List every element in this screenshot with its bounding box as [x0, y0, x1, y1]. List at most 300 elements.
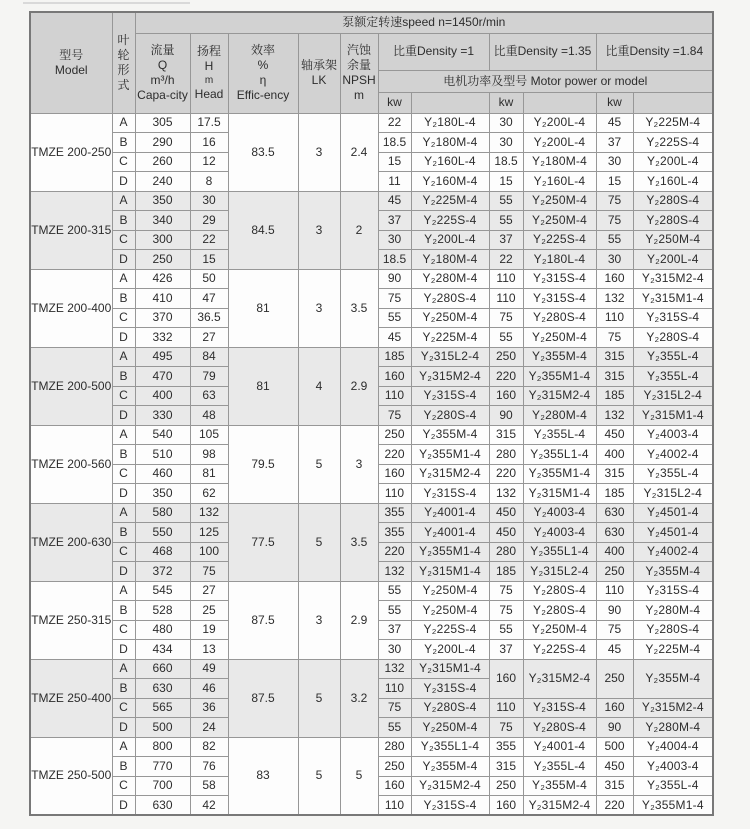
impeller-type-cell: D [112, 172, 135, 192]
flow-cell: 410 [135, 289, 190, 309]
motor-kw-cell: 220 [489, 367, 523, 387]
motor-model-cell: Y₂180M-4 [411, 250, 489, 270]
flow-cell: 372 [135, 562, 190, 582]
motor-model-cell: Y₂4003-4 [523, 523, 596, 543]
motor-kw-cell: 45 [596, 640, 633, 660]
motor-kw-cell: 450 [596, 757, 633, 777]
motor-kw-cell: 55 [489, 328, 523, 348]
header-rated-speed: 泵额定转速speed n=1450r/min [135, 12, 713, 33]
motor-kw-cell: 220 [489, 464, 523, 484]
npsh-cell: 2.9 [340, 581, 378, 659]
header-motor-power: 电机功率及型号 Motor power or model [378, 70, 713, 92]
motor-kw-cell: 220 [378, 542, 411, 562]
head-cell: 36.5 [190, 308, 228, 328]
head-cell: 58 [190, 776, 228, 796]
table-row [30, 113, 713, 133]
motor-kw-cell: 220 [378, 445, 411, 465]
motor-kw-cell: 30 [378, 230, 411, 250]
motor-model-cell: Y₂355M-4 [523, 776, 596, 796]
model-cell: TMZE 200-400 [30, 269, 112, 347]
impeller-type-cell: A [112, 113, 135, 133]
head-cell: 19 [190, 620, 228, 640]
motor-model-cell: Y₂280S-4 [411, 406, 489, 426]
efficiency-cell: 79.5 [228, 425, 298, 503]
motor-model-cell: Y₂4003-4 [633, 425, 713, 445]
header-model-en: Model [54, 62, 88, 77]
head-cell: 82 [190, 737, 228, 757]
impeller-type-cell: C [112, 152, 135, 172]
model-cell: TMZE 200-250 [30, 113, 112, 191]
motor-kw-cell: 37 [489, 640, 523, 660]
impeller-type-cell: A [112, 425, 135, 445]
flow-cell: 350 [135, 484, 190, 504]
flow-cell: 260 [135, 152, 190, 172]
motor-kw-cell: 55 [378, 601, 411, 621]
table-row [30, 581, 713, 601]
header-efficiency: 效率 % η Effic-ency [228, 33, 298, 113]
npsh-cell: 3.2 [340, 659, 378, 737]
impeller-type-cell: B [112, 211, 135, 231]
header-impeller-form: 叶 轮 形 式 [112, 12, 135, 113]
head-cell: 47 [190, 289, 228, 309]
bearing-cell: 5 [298, 425, 340, 503]
head-cell: 15 [190, 250, 228, 270]
motor-model-cell: Y₂315M1-4 [411, 562, 489, 582]
motor-kw-cell: 132 [378, 659, 411, 679]
motor-kw-cell: 37 [596, 133, 633, 153]
head-cell: 24 [190, 718, 228, 738]
motor-kw-cell: 185 [378, 347, 411, 367]
motor-model-cell: Y₂200L-4 [633, 152, 713, 172]
motor-model-cell: Y₂250M-4 [411, 308, 489, 328]
motor-model-cell: Y₂280S-4 [633, 191, 713, 211]
motor-model-cell: Y₂315M2-4 [523, 796, 596, 816]
flow-cell: 550 [135, 523, 190, 543]
motor-model-cell: Y₂280S-4 [633, 620, 713, 640]
motor-model-cell: Y₂225M-4 [633, 113, 713, 133]
impeller-type-cell: B [112, 133, 135, 153]
motor-kw-cell: 450 [489, 523, 523, 543]
motor-kw-cell: 15 [378, 152, 411, 172]
page-top-divider [23, 2, 190, 4]
motor-model-cell: Y₂4501-4 [633, 503, 713, 523]
motor-kw-cell: 75 [596, 620, 633, 640]
flow-cell: 495 [135, 347, 190, 367]
impeller-type-cell: D [112, 718, 135, 738]
motor-kw-cell: 250 [378, 757, 411, 777]
flow-cell: 434 [135, 640, 190, 660]
impeller-type-cell: A [112, 581, 135, 601]
impeller-type-cell: A [112, 269, 135, 289]
motor-model-cell: Y₂280S-4 [633, 211, 713, 231]
motor-model-cell: Y₂225S-4 [411, 620, 489, 640]
flow-cell: 332 [135, 328, 190, 348]
motor-kw-cell: 15 [489, 172, 523, 192]
bearing-cell: 3 [298, 113, 340, 191]
head-cell: 30 [190, 191, 228, 211]
head-cell: 25 [190, 601, 228, 621]
npsh-cell: 2.9 [340, 347, 378, 425]
head-cell: 100 [190, 542, 228, 562]
motor-model-cell: Y₂180M-4 [523, 152, 596, 172]
motor-kw-cell: 45 [596, 113, 633, 133]
motor-model-cell: Y₂225M-4 [633, 640, 713, 660]
motor-kw-cell: 450 [489, 503, 523, 523]
flow-cell: 510 [135, 445, 190, 465]
motor-model-cell: Y₂315M2-4 [411, 464, 489, 484]
npsh-cell: 5 [340, 737, 378, 815]
motor-model-cell: Y₂315M1-4 [523, 484, 596, 504]
motor-kw-cell: 110 [489, 698, 523, 718]
motor-model-cell: Y₂225S-4 [633, 133, 713, 153]
head-cell: 36 [190, 698, 228, 718]
motor-kw-cell: 630 [596, 523, 633, 543]
motor-model-cell: Y₂225S-4 [411, 211, 489, 231]
header-kw-3: kw [596, 92, 633, 113]
motor-model-cell: Y₂315S-4 [523, 289, 596, 309]
header-density-184: 比重Density =1.84 [596, 33, 713, 70]
flow-cell: 350 [135, 191, 190, 211]
motor-model-cell: Y₂355M-4 [523, 347, 596, 367]
motor-model-cell: Y₂280S-4 [523, 718, 596, 738]
motor-model-cell: Y₂315M1-4 [633, 289, 713, 309]
motor-model-cell: Y₂280S-4 [411, 289, 489, 309]
motor-kw-cell: 18.5 [378, 250, 411, 270]
motor-kw-cell: 110 [596, 308, 633, 328]
motor-kw-cell: 315 [596, 367, 633, 387]
motor-kw-cell: 315 [596, 464, 633, 484]
motor-model-cell: Y₂225S-4 [523, 230, 596, 250]
header-model-zh: 型号 [59, 47, 84, 62]
efficiency-cell: 87.5 [228, 581, 298, 659]
impeller-type-cell: C [112, 386, 135, 406]
head-cell: 132 [190, 503, 228, 523]
motor-model-cell: Y₂225M-4 [411, 191, 489, 211]
header-motor-model-3 [633, 92, 713, 113]
motor-model-cell: Y₂315S-4 [411, 484, 489, 504]
motor-kw-cell: 55 [378, 581, 411, 601]
motor-kw-cell: 185 [489, 562, 523, 582]
table-row [30, 503, 713, 523]
flow-cell: 500 [135, 718, 190, 738]
motor-model-cell: Y₂250M-4 [523, 328, 596, 348]
header-kw-1: kw [378, 92, 411, 113]
motor-kw-cell: 132 [489, 484, 523, 504]
motor-model-cell: Y₂160L-4 [633, 172, 713, 192]
motor-kw-cell: 37 [378, 211, 411, 231]
motor-model-cell: Y₂280M-4 [633, 601, 713, 621]
efficiency-cell: 84.5 [228, 191, 298, 269]
model-cell: TMZE 250-400 [30, 659, 112, 737]
efficiency-cell: 81 [228, 269, 298, 347]
motor-kw-cell: 315 [596, 347, 633, 367]
head-cell: 49 [190, 659, 228, 679]
motor-kw-cell: 185 [596, 386, 633, 406]
head-cell: 29 [190, 211, 228, 231]
impeller-type-cell: D [112, 562, 135, 582]
motor-model-cell: Y₂4501-4 [633, 523, 713, 543]
motor-kw-cell: 132 [596, 406, 633, 426]
motor-model-cell: Y₂355M1-4 [523, 367, 596, 387]
header-motor-model-2 [523, 92, 596, 113]
motor-kw-cell: 132 [378, 562, 411, 582]
motor-model-cell: Y₂200L-4 [411, 230, 489, 250]
motor-model-cell: Y₂4001-4 [523, 737, 596, 757]
head-cell: 81 [190, 464, 228, 484]
impeller-type-cell: C [112, 308, 135, 328]
motor-model-cell: Y₂280S-4 [523, 581, 596, 601]
motor-model-cell: Y₂355M-4 [633, 562, 713, 582]
bearing-cell: 3 [298, 581, 340, 659]
motor-model-cell: Y₂315S-4 [633, 581, 713, 601]
motor-model-cell: Y₂4004-4 [633, 737, 713, 757]
motor-kw-cell: 15 [596, 172, 633, 192]
motor-model-cell: Y₂250M-4 [411, 581, 489, 601]
head-cell: 13 [190, 640, 228, 660]
motor-model-cell: Y₂200L-4 [411, 640, 489, 660]
table-body [30, 113, 713, 815]
impeller-type-cell: D [112, 796, 135, 816]
flow-cell: 250 [135, 250, 190, 270]
flow-cell: 240 [135, 172, 190, 192]
head-cell: 17.5 [190, 113, 228, 133]
motor-kw-cell: 355 [378, 523, 411, 543]
motor-kw-cell: 55 [378, 308, 411, 328]
motor-model-cell: Y₂355L-4 [523, 425, 596, 445]
motor-model-cell: Y₂160M-4 [411, 172, 489, 192]
motor-model-cell: Y₂250M-4 [411, 601, 489, 621]
motor-kw-cell: 250 [596, 562, 633, 582]
header-row-speed [30, 12, 713, 33]
table-row [30, 425, 713, 445]
motor-model-cell: Y₂315S-4 [411, 796, 489, 816]
head-cell: 50 [190, 269, 228, 289]
motor-kw-cell: 160 [489, 386, 523, 406]
motor-model-cell: Y₂200L-4 [633, 250, 713, 270]
motor-kw-cell: 30 [489, 133, 523, 153]
motor-kw-cell: 315 [489, 425, 523, 445]
head-cell: 27 [190, 581, 228, 601]
impeller-type-cell: C [112, 542, 135, 562]
motor-model-cell: Y₂355M1-4 [411, 445, 489, 465]
motor-model-cell: Y₂355L-4 [633, 347, 713, 367]
table-header [30, 12, 713, 113]
flow-cell: 540 [135, 425, 190, 445]
motor-kw-cell: 160 [378, 464, 411, 484]
motor-kw-cell: 75 [489, 308, 523, 328]
motor-kw-cell: 55 [489, 191, 523, 211]
flow-cell: 770 [135, 757, 190, 777]
npsh-cell: 2 [340, 191, 378, 269]
flow-cell: 480 [135, 620, 190, 640]
model-cell: TMZE 200-315 [30, 191, 112, 269]
efficiency-cell: 83.5 [228, 113, 298, 191]
motor-model-cell: Y₂355M1-4 [633, 796, 713, 816]
motor-model-cell: Y₂4001-4 [411, 523, 489, 543]
motor-kw-cell: 110 [378, 386, 411, 406]
motor-kw-cell: 75 [489, 581, 523, 601]
motor-kw-cell: 315 [489, 757, 523, 777]
motor-model-cell: Y₂315M2-4 [633, 269, 713, 289]
efficiency-cell: 81 [228, 347, 298, 425]
motor-model-cell: Y₂355L1-4 [523, 445, 596, 465]
head-cell: 22 [190, 230, 228, 250]
motor-model-cell: Y₂315S-4 [411, 679, 489, 699]
efficiency-cell: 77.5 [228, 503, 298, 581]
head-cell: 75 [190, 562, 228, 582]
motor-kw-cell: 75 [378, 406, 411, 426]
motor-kw-cell: 250 [489, 347, 523, 367]
motor-model-cell: Y₂280M-4 [633, 718, 713, 738]
motor-kw-cell: 250 [378, 425, 411, 445]
table-row [30, 347, 713, 367]
motor-kw-cell: 220 [596, 796, 633, 816]
motor-kw-cell: 22 [489, 250, 523, 270]
npsh-cell: 2.4 [340, 113, 378, 191]
bearing-cell: 3 [298, 269, 340, 347]
pump-spec-table [29, 11, 714, 816]
flow-cell: 545 [135, 581, 190, 601]
head-cell: 98 [190, 445, 228, 465]
impeller-type-cell: D [112, 406, 135, 426]
head-cell: 27 [190, 328, 228, 348]
motor-kw-cell: 280 [489, 542, 523, 562]
flow-cell: 400 [135, 386, 190, 406]
efficiency-cell: 87.5 [228, 659, 298, 737]
impeller-type-cell: D [112, 250, 135, 270]
motor-model-cell: Y₂4002-4 [633, 445, 713, 465]
impeller-type-cell: B [112, 445, 135, 465]
motor-kw-cell: 75 [489, 601, 523, 621]
motor-model-cell: Y₂4001-4 [411, 503, 489, 523]
motor-model-cell: Y₂280M-4 [523, 406, 596, 426]
motor-model-cell: Y₂315M2-4 [411, 776, 489, 796]
motor-model-cell: Y₂315M2-4 [523, 386, 596, 406]
table-row [30, 269, 713, 289]
flow-cell: 565 [135, 698, 190, 718]
model-cell: TMZE 200-560 [30, 425, 112, 503]
motor-kw-cell: 400 [596, 542, 633, 562]
motor-model-cell: Y₂4003-4 [633, 757, 713, 777]
motor-kw-cell: 11 [378, 172, 411, 192]
motor-model-cell: Y₂315S-4 [411, 386, 489, 406]
motor-model-cell: Y₂315M2-4 [633, 698, 713, 718]
motor-model-cell: Y₂355L-4 [633, 776, 713, 796]
motor-model-cell: Y₂355M1-4 [411, 542, 489, 562]
motor-kw-cell: 280 [489, 445, 523, 465]
motor-kw-cell: 30 [596, 152, 633, 172]
impeller-type-cell: B [112, 757, 135, 777]
motor-model-cell: Y₂315L2-4 [633, 484, 713, 504]
motor-kw-cell: 55 [596, 230, 633, 250]
motor-kw-cell: 160 [596, 269, 633, 289]
impeller-type-cell: B [112, 601, 135, 621]
head-cell: 63 [190, 386, 228, 406]
motor-kw-cell: 160 [596, 698, 633, 718]
motor-model-cell: Y₂160L-4 [411, 152, 489, 172]
impeller-type-cell: C [112, 698, 135, 718]
motor-model-cell: Y₂355M1-4 [523, 464, 596, 484]
motor-kw-cell: 45 [378, 191, 411, 211]
motor-kw-cell: 75 [489, 718, 523, 738]
motor-kw-cell: 37 [378, 620, 411, 640]
motor-kw-cell: 55 [378, 718, 411, 738]
motor-kw-cell: 250 [489, 776, 523, 796]
motor-model-cell: Y₂315M2-4 [411, 367, 489, 387]
motor-model-cell: Y₂355M-4 [633, 659, 713, 698]
bearing-cell: 5 [298, 503, 340, 581]
motor-model-cell: Y₂280S-4 [411, 698, 489, 718]
motor-model-cell: Y₂315S-4 [523, 269, 596, 289]
flow-cell: 630 [135, 679, 190, 699]
motor-kw-cell: 315 [596, 776, 633, 796]
impeller-type-cell: C [112, 620, 135, 640]
motor-kw-cell: 30 [596, 250, 633, 270]
header-density-1: 比重Density =1 [378, 33, 489, 70]
flow-cell: 300 [135, 230, 190, 250]
motor-kw-cell: 250 [596, 659, 633, 698]
motor-kw-cell: 90 [596, 718, 633, 738]
motor-kw-cell: 110 [596, 581, 633, 601]
motor-model-cell: Y₂315L2-4 [411, 347, 489, 367]
head-cell: 79 [190, 367, 228, 387]
impeller-type-cell: A [112, 347, 135, 367]
motor-model-cell: Y₂4003-4 [523, 503, 596, 523]
model-cell: TMZE 250-315 [30, 581, 112, 659]
impeller-type-cell: D [112, 640, 135, 660]
motor-model-cell: Y₂315M2-4 [523, 659, 596, 698]
flow-cell: 630 [135, 796, 190, 816]
motor-model-cell: Y₂355L1-4 [523, 542, 596, 562]
head-cell: 84 [190, 347, 228, 367]
motor-model-cell: Y₂180L-4 [411, 113, 489, 133]
motor-model-cell: Y₂280S-4 [523, 601, 596, 621]
head-cell: 16 [190, 133, 228, 153]
motor-kw-cell: 500 [596, 737, 633, 757]
motor-model-cell: Y₂200L-4 [523, 113, 596, 133]
motor-model-cell: Y₂250M-4 [411, 718, 489, 738]
head-cell: 76 [190, 757, 228, 777]
impeller-type-cell: C [112, 230, 135, 250]
motor-model-cell: Y₂280S-4 [633, 328, 713, 348]
header-kw-2: kw [489, 92, 523, 113]
header-npsh: 汽蚀 余量 NPSH m [340, 33, 378, 113]
header-density-135: 比重Density =1.35 [489, 33, 596, 70]
motor-kw-cell: 90 [596, 601, 633, 621]
flow-cell: 470 [135, 367, 190, 387]
header-flow: 流量 Q m³/h Capa-city [135, 33, 190, 113]
motor-model-cell: Y₂4002-4 [633, 542, 713, 562]
motor-model-cell: Y₂280M-4 [411, 269, 489, 289]
motor-kw-cell: 110 [378, 679, 411, 699]
flow-cell: 700 [135, 776, 190, 796]
motor-kw-cell: 75 [596, 191, 633, 211]
npsh-cell: 3.5 [340, 503, 378, 581]
flow-cell: 330 [135, 406, 190, 426]
motor-model-cell: Y₂315S-4 [523, 698, 596, 718]
bearing-cell: 5 [298, 737, 340, 815]
header-model [30, 12, 112, 113]
motor-model-cell: Y₂315M1-4 [411, 659, 489, 679]
motor-model-cell: Y₂250M-4 [523, 620, 596, 640]
motor-model-cell: Y₂315L2-4 [633, 386, 713, 406]
flow-cell: 290 [135, 133, 190, 153]
motor-kw-cell: 160 [489, 796, 523, 816]
head-cell: 48 [190, 406, 228, 426]
impeller-type-cell: A [112, 503, 135, 523]
motor-model-cell: Y₂355M-4 [411, 425, 489, 445]
motor-model-cell: Y₂355L-4 [633, 464, 713, 484]
